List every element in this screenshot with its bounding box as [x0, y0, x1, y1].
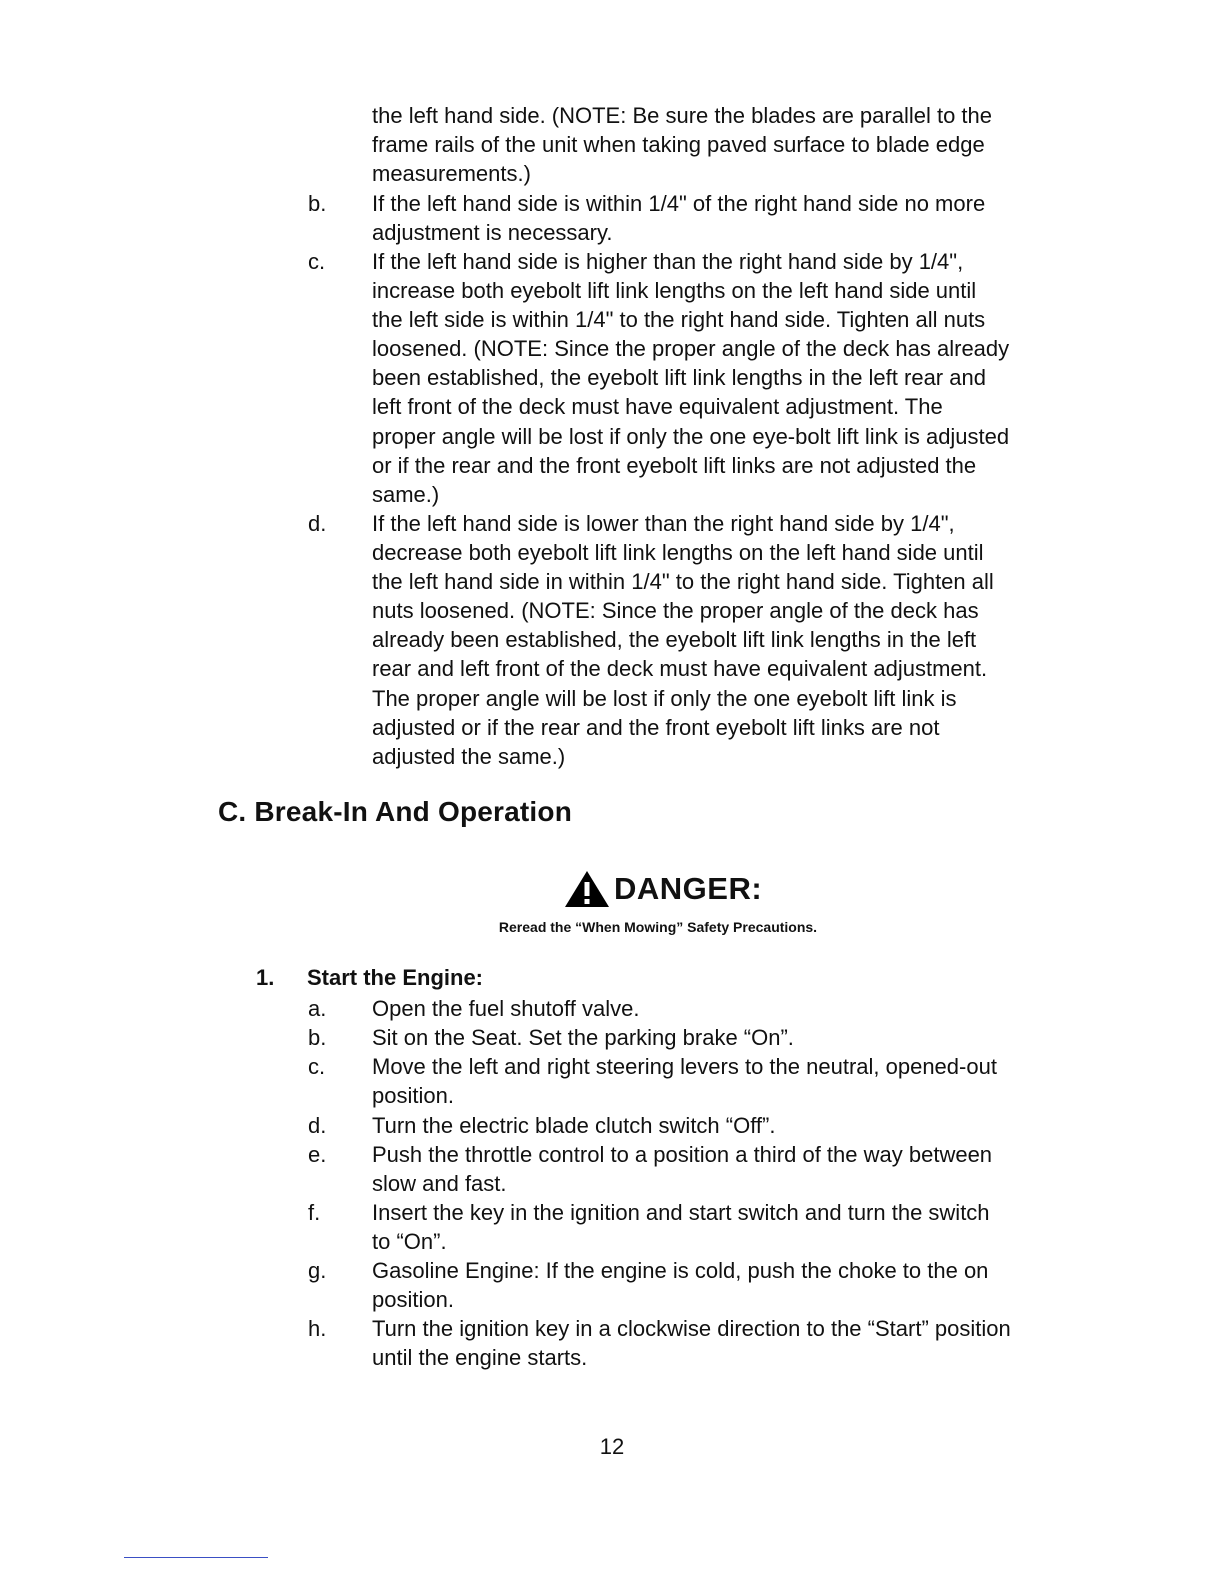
list-item-text: Gasoline Engine: If the engine is cold, push the choke to the on position.	[372, 1258, 989, 1313]
list-item-letter: e.	[308, 1142, 327, 1167]
list-item-text: Sit on the Seat. Set the parking brake “On”.	[372, 1025, 794, 1050]
list-item-text: Turn the electric blade clutch switch “Off”.	[372, 1113, 776, 1138]
list-item-letter: g.	[308, 1258, 327, 1283]
list-item-letter: f.	[308, 1200, 321, 1225]
step-number: 1.	[256, 965, 275, 990]
list-item-letter: b.	[308, 1025, 327, 1050]
danger-banner	[563, 868, 762, 910]
list-item-letter: c.	[308, 249, 326, 274]
list-item-letter: d.	[308, 511, 327, 536]
warning-triangle-icon	[563, 869, 611, 909]
list-item-text: Open the fuel shutoff valve.	[372, 996, 640, 1021]
page-number: 12	[599, 1434, 625, 1459]
footer-divider	[124, 1557, 268, 1558]
list-item-text: Insert the key in the ignition and start switch and turn the switch to “On”.	[372, 1200, 990, 1255]
list-item-text: Turn the ignition key in a clockwise direction to the “Start” position until the engine starts.	[372, 1316, 1011, 1371]
list-item-letter: c.	[308, 1054, 326, 1079]
continued-paragraph: the left hand side. (NOTE: Be sure the blades are parallel to the frame rails of the unit when taking paved surface to blade edge measurements.)	[372, 103, 993, 187]
list-item-letter: h.	[308, 1316, 327, 1341]
list-item-text: If the left hand side is within 1/4" of the right hand side no more adjustment is necessary.	[372, 191, 986, 246]
list-item-text: Move the left and right steering levers to the neutral, opened-out position.	[372, 1054, 997, 1109]
step-title: Start the Engine:	[307, 965, 484, 990]
list-item-text: If the left hand side is higher than the right hand side by 1/4", increase both eyebolt lift link lengths on the left hand side until the left side is within 1/4" to the right hand side. Tighten all nuts loosened. (NOTE: Since the proper angle of the deck has already been established, the eyebolt lift link lengths in the left rear and left front of the deck must have equivalent adjustment. The proper angle will be lost if only the one eye-bolt lift link is adjusted or if the rear and the front eyebolt lift links are not adjusted the same.)	[372, 249, 1010, 507]
danger-subtitle: Reread the “When Mowing” Safety Precautions.	[498, 919, 818, 935]
list-item-letter: b.	[308, 191, 327, 216]
danger-title: DANGER:	[614, 871, 763, 906]
list-item-text: If the left hand side is lower than the right hand side by 1/4", decrease both eyebolt lift link lengths on the left hand side until the left hand side in within 1/4" to the right hand side. Tighten all nuts loosened. (NOTE: Since the proper angle of the deck has already been established, the eyebolt lift link lengths in the left rear and left front of the deck must have equivalent adjustment. The proper angle will be lost if only the one eyebolt lift link is adjusted or if the rear and the front eyebolt lift links are not adjusted the same.)	[372, 511, 994, 769]
list-item-letter: d.	[308, 1113, 327, 1138]
list-item-letter: a.	[308, 996, 327, 1021]
list-item-text: Push the throttle control to a position a third of the way between slow and fast.	[372, 1142, 993, 1197]
section-heading: C. Break-In And Operation	[218, 796, 573, 827]
